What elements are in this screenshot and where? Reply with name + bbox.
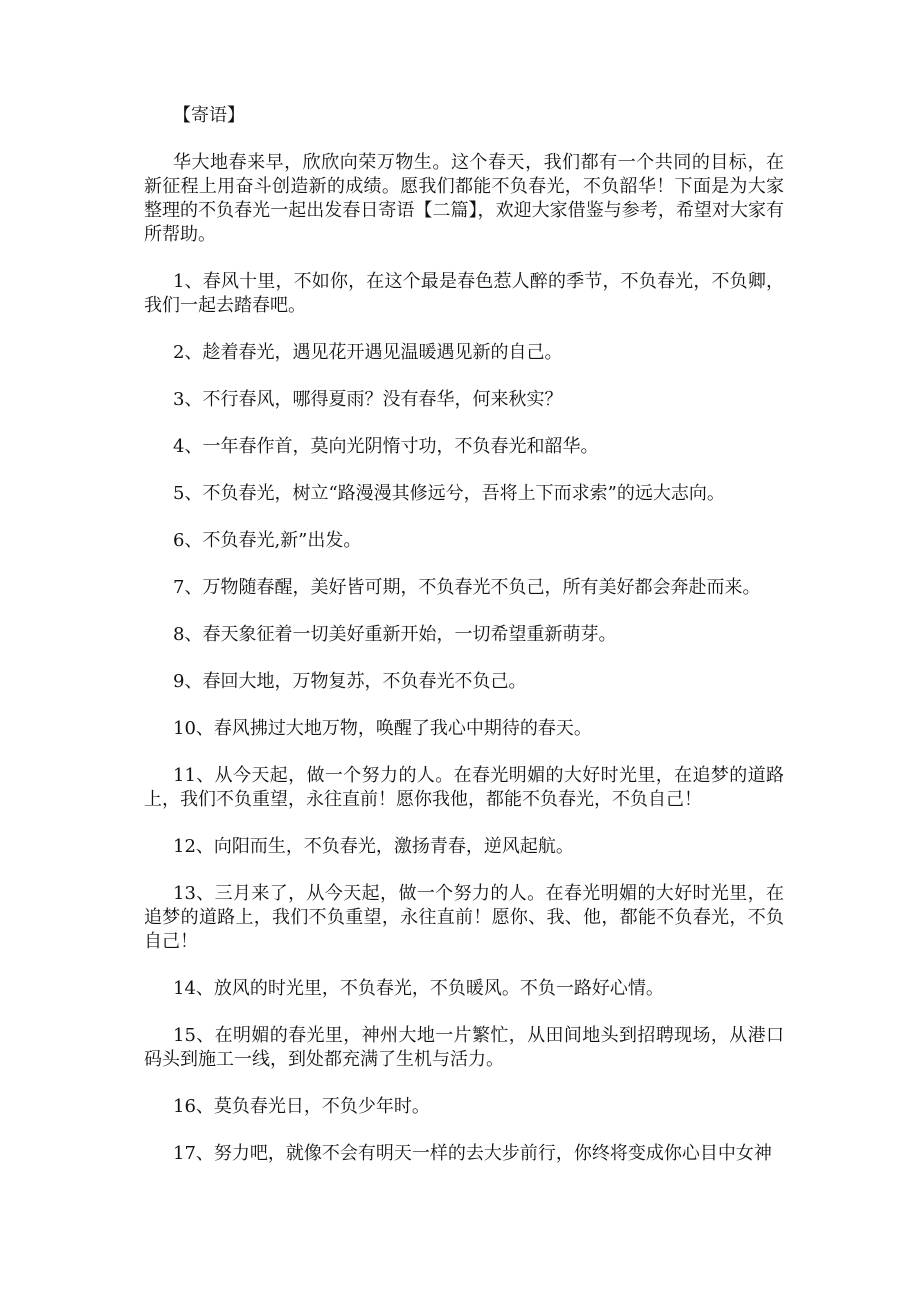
list-item: 14、放风的时光里，不负春光，不负暖风。不负一路好心情。	[173, 978, 664, 999]
list-item: 5、不负春光，树立“路漫漫其修远兮，吾将上下而求索”的远大志向。	[173, 483, 725, 504]
list-item: 12、向阳而生，不负春光，激扬青春，逆风起航。	[173, 836, 574, 857]
intro-paragraph: 华大地春来早，欣欣向荣万物生。这个春天，我们都有一个共同的目标，在新征程上用奋斗创造新的成绩。愿我们都能不负春光，不负韶华！下面是为大家整理的不负春光一起出发春日寄语【二篇】，欢迎大家借鉴与参考，希望对大家有所帮助。	[144, 152, 784, 245]
list-item: 15、在明媚的春光里，神州大地一片繁忙，从田间地头到招聘现场，从港口码头到施工一线，到处都充满了生机与活力。	[144, 1025, 784, 1070]
document-body	[144, 104, 784, 1189]
list-item: 10、春风拂过大地万物，唤醒了我心中期待的春天。	[173, 718, 592, 739]
list-item: 7、万物随春醒，美好皆可期，不负春光不负己，所有美好都会奔赴而来。	[173, 577, 761, 598]
list-item: 16、莫负春光日，不负少年时。	[173, 1096, 430, 1117]
list-item: 11、从今天起，做一个努力的人。在春光明媚的大好时光里，在追梦的道路上，我们不负重望，永往直前！愿你我他，都能不负春光，不负自己！	[144, 765, 784, 810]
list-item: 1、春风十里，不如你，在这个最是春色惹人醉的季节，不负春光，不负卿，我们一起去踏春吧。	[144, 271, 784, 316]
list-item: 2、趁着春光，遇见花开遇见温暖遇见新的自己。	[173, 342, 563, 363]
list-item: 8、春天象征着一切美好重新开始，一切希望重新萌芽。	[173, 624, 617, 645]
document-heading: 【寄语】	[173, 105, 245, 126]
list-item: 17、努力吧，就像不会有明天一样的去大步前行，你终将变成你心目中女神	[173, 1143, 772, 1164]
list-item: 13、三月来了，从今天起，做一个努力的人。在春光明媚的大好时光里，在追梦的道路上，我们不负重望，永往直前！愿你、我、他，都能不负春光，不负自己！	[144, 883, 784, 952]
list-item: 6、不负春光,新”出发。	[173, 530, 362, 551]
list-item: 4、一年春作首，莫向光阴惰寸功，不负春光和韶华。	[173, 436, 599, 457]
list-item: 3、不行春风，哪得夏雨？没有春华，何来秋实？	[173, 389, 563, 410]
list-item: 9、春回大地，万物复苏，不负春光不负己。	[173, 671, 527, 692]
